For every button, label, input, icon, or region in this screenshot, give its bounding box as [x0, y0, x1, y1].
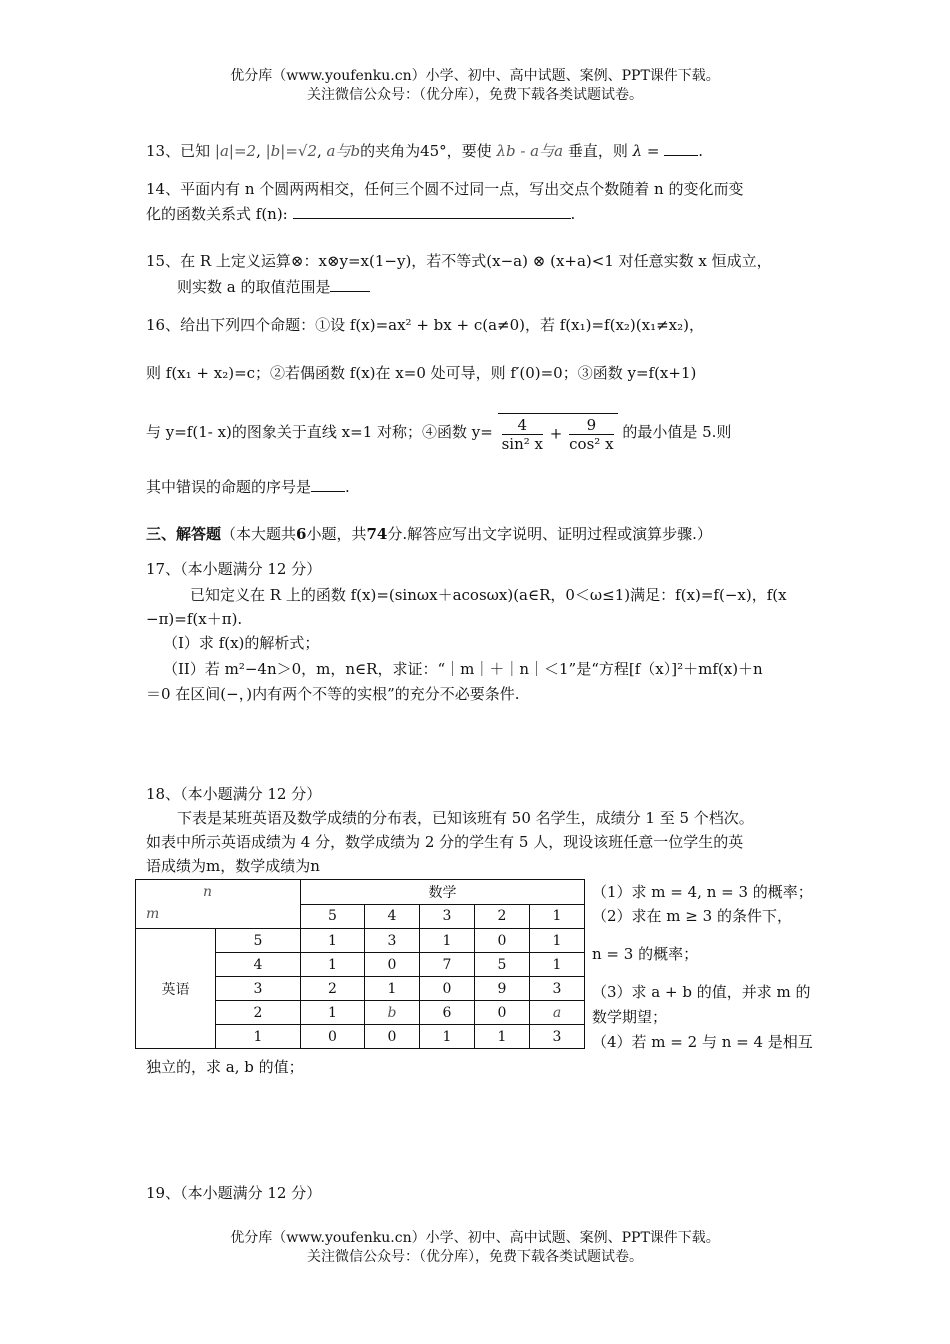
q16-end: . [345, 478, 350, 496]
question-17-part1: （I）求 f(x)的解析式； [163, 634, 320, 652]
question-16-line1: 16、给出下列四个命题：①设 f(x)=ax² + bx + c(a≠0)，若 f(x₁)=f(x₂)(x₁≠x₂)， [146, 316, 704, 334]
english-score-cell: 4 [216, 953, 301, 977]
table-cell: 3 [365, 929, 420, 953]
table-cell: 7 [420, 953, 475, 977]
table-corner-cell [136, 880, 301, 929]
table-cell: 0 [475, 929, 530, 953]
english-score-cell: 3 [216, 977, 301, 1001]
q13-answer-blank [664, 140, 698, 156]
table-math-label: 数学 [301, 880, 585, 905]
table-cell: 1 [530, 929, 585, 953]
page-header-line1: 优分库（www.youfenku.cn）小学、初中、高中试题、案例、PPT课件下载。 [230, 68, 720, 84]
table-cell: 0 [365, 1025, 420, 1049]
question-16-line2: 则 f(x₁ + x₂)=c；②若偶函数 f(x)在 x=0 处可导，则 f′(0)=0；③函数 y=f(x+1) [146, 364, 697, 382]
question-14-line1: 14、平面内有 n 个圆两两相交，任何三个圆不过同一点，写出交点个数随着 n 的变化而变 [146, 180, 744, 198]
question-18-line3: 语成绩为m，数学成绩为n [146, 857, 320, 875]
table-cell: 3 [530, 977, 585, 1001]
math-score-header: 3 [420, 904, 475, 929]
math-score-header: 1 [530, 904, 585, 929]
q13-text2: 垂直，则 [567, 142, 628, 160]
section-3-title: 三、解答题 [146, 525, 222, 543]
section-3-heading [146, 524, 712, 544]
q16-frac1-num: 4 [502, 416, 543, 435]
q14-end: . [570, 205, 576, 223]
q16-frac2-num: 9 [569, 416, 613, 435]
q14-line2-pre: 化的函数关系式 f(n): [146, 205, 288, 223]
page-footer-line1: 优分库（www.youfenku.cn）小学、初中、高中试题、案例、PPT课件下载。 [230, 1230, 720, 1246]
q13-number: 13、 [146, 142, 181, 160]
question-18-line2: 如表中所示英语成绩为 4 分，数学成绩为 2 分的学生有 5 人，现设该班任意一位学生的英 [146, 833, 744, 851]
question-18-line1: 下表是某班英语及数学成绩的分布表，已知该班有 50 名学生，成绩分 1 至 5 个档次。 [177, 809, 754, 827]
q18-side-4: （3）求 a + b 的值，并求 m 的 [592, 983, 811, 1001]
question-13: 13、已知 |a|=2, |b|=√2, a与b的夹角为45°，要使 λb - a与a 垂直，则 λ = . [146, 142, 704, 160]
q13-vec-a: |a|=2 [214, 142, 257, 160]
table-cell: 1 [301, 1001, 365, 1025]
question-17-title: 17、（本小题满分 12 分） [146, 560, 322, 578]
section-3-count: 6 [296, 525, 307, 543]
q13-end: . [698, 142, 704, 160]
section-3-desc-pre: （本大题共 [221, 525, 297, 543]
table-cell: 2 [301, 977, 365, 1001]
table-english-label: 英语 [136, 929, 216, 1049]
table-cell-variable-a: a [530, 1001, 585, 1025]
q18-side-2: （2）求在 m ≥ 3 的条件下， [592, 907, 792, 925]
table-cell-variable-b: b [365, 1001, 420, 1025]
q16-line4-text: 其中错误的命题的序号是 [146, 478, 312, 496]
english-score-cell: 2 [216, 1001, 301, 1025]
table-cell: 1 [530, 953, 585, 977]
table-cell: 6 [420, 1001, 475, 1025]
table-row [136, 929, 585, 953]
q16-answer-blank [311, 476, 345, 492]
table-cell: 5 [475, 953, 530, 977]
table-cell: 1 [301, 953, 365, 977]
q18-side-5: 数学期望； [592, 1008, 668, 1026]
q13-lambda: λ = [632, 142, 660, 160]
question-17-line2: −π)=f(x＋π). [146, 610, 243, 628]
question-16-line3 [146, 413, 731, 453]
q16-fraction-1 [502, 416, 543, 453]
table-header-row [136, 880, 585, 905]
question-15-line1: 15、在 R 上定义运算⊗：x⊗y=x(1−y)，若不等式(x−a) ⊗ (x+a)<1 对任意实数 x 恒成立， [146, 252, 772, 270]
table-corner-m: m [146, 906, 160, 922]
score-distribution-table [135, 879, 585, 1049]
q18-after-table: 独立的，求 a, b 的值； [146, 1058, 304, 1076]
table-cell: 1 [420, 929, 475, 953]
page-footer-line2: 关注微信公众号：（优分库），免费下载各类试题试卷。 [307, 1249, 643, 1265]
q14-answer-blank [293, 203, 571, 219]
q16-sqrt-expression [498, 413, 618, 453]
table-cell: 9 [475, 977, 530, 1001]
question-17-part2: （II）若 m²−4n＞0，m，n∈R，求证：“｜m｜＋｜n｜＜1”是“方程[f（x）]²＋mf(x)＋n [163, 660, 763, 678]
table-cell: 0 [365, 953, 420, 977]
q16-plus: + [549, 424, 563, 443]
question-14-line2 [146, 203, 575, 224]
table-cell: 3 [530, 1025, 585, 1049]
math-score-header: 5 [301, 904, 365, 929]
q15-line2-text: 则实数 a 的取值范围是 [177, 278, 331, 296]
section-3-points: 74 [366, 525, 388, 543]
page-header-line2: 关注微信公众号：（优分库），免费下载各类试题试卷。 [307, 87, 643, 103]
q16-line3-post: 的最小值是 5.则 [622, 423, 732, 441]
table-cell: 1 [301, 929, 365, 953]
q13-vec-b: |b|=√2 [265, 142, 317, 160]
table-cell: 0 [301, 1025, 365, 1049]
q16-frac1-den: sin² x [501, 435, 544, 453]
section-3-desc-mid: 小题，共 [306, 525, 367, 543]
q16-fraction-2 [569, 416, 613, 453]
q16-line3-pre: 与 y=f(1- x)的图象关于直线 x=1 对称；④函数 y= [146, 423, 493, 441]
math-score-header: 2 [475, 904, 530, 929]
question-17-line1: 已知定义在 R 上的函数 f(x)=(sinωx＋acosωx)(a∈R，0＜ω≤1)满足：f(x)=f(−x)，f(x [190, 586, 787, 604]
q15-answer-blank [330, 276, 370, 292]
table-cell: 1 [365, 977, 420, 1001]
english-score-cell: 1 [216, 1025, 301, 1049]
math-score-header: 4 [365, 904, 420, 929]
q18-side-6: （4）若 m = 2 与 n = 4 是相互 [592, 1033, 813, 1051]
q18-side-1: （1）求 m = 4, n = 3 的概率； [592, 883, 813, 901]
question-16-line4 [146, 476, 350, 497]
q13-text: 的夹角为45°，要使 [360, 142, 492, 160]
q18-side-3: n = 3 的概率； [592, 945, 699, 963]
table-cell: 0 [420, 977, 475, 1001]
q13-expr: λb - a与a [496, 142, 564, 160]
table-cell: 1 [420, 1025, 475, 1049]
section-3-desc-post: 分.解答应写出文字说明、证明过程或演算步骤.） [387, 525, 712, 543]
question-19-title: 19、（本小题满分 12 分） [146, 1184, 322, 1202]
q13-mid: a与b [326, 142, 361, 160]
table-corner-n: n [202, 884, 212, 900]
q13-known: 已知 [180, 142, 211, 160]
table-cell: 1 [475, 1025, 530, 1049]
q16-frac2-den: cos² x [569, 435, 614, 453]
question-17-part2b: ＝0 在区间(−，)内有两个不等的实根”的充分不必要条件. [146, 685, 520, 703]
english-score-cell: 5 [216, 929, 301, 953]
question-18-title: 18、（本小题满分 12 分） [146, 785, 322, 803]
table-cell: 0 [475, 1001, 530, 1025]
question-15-line2 [177, 276, 370, 297]
